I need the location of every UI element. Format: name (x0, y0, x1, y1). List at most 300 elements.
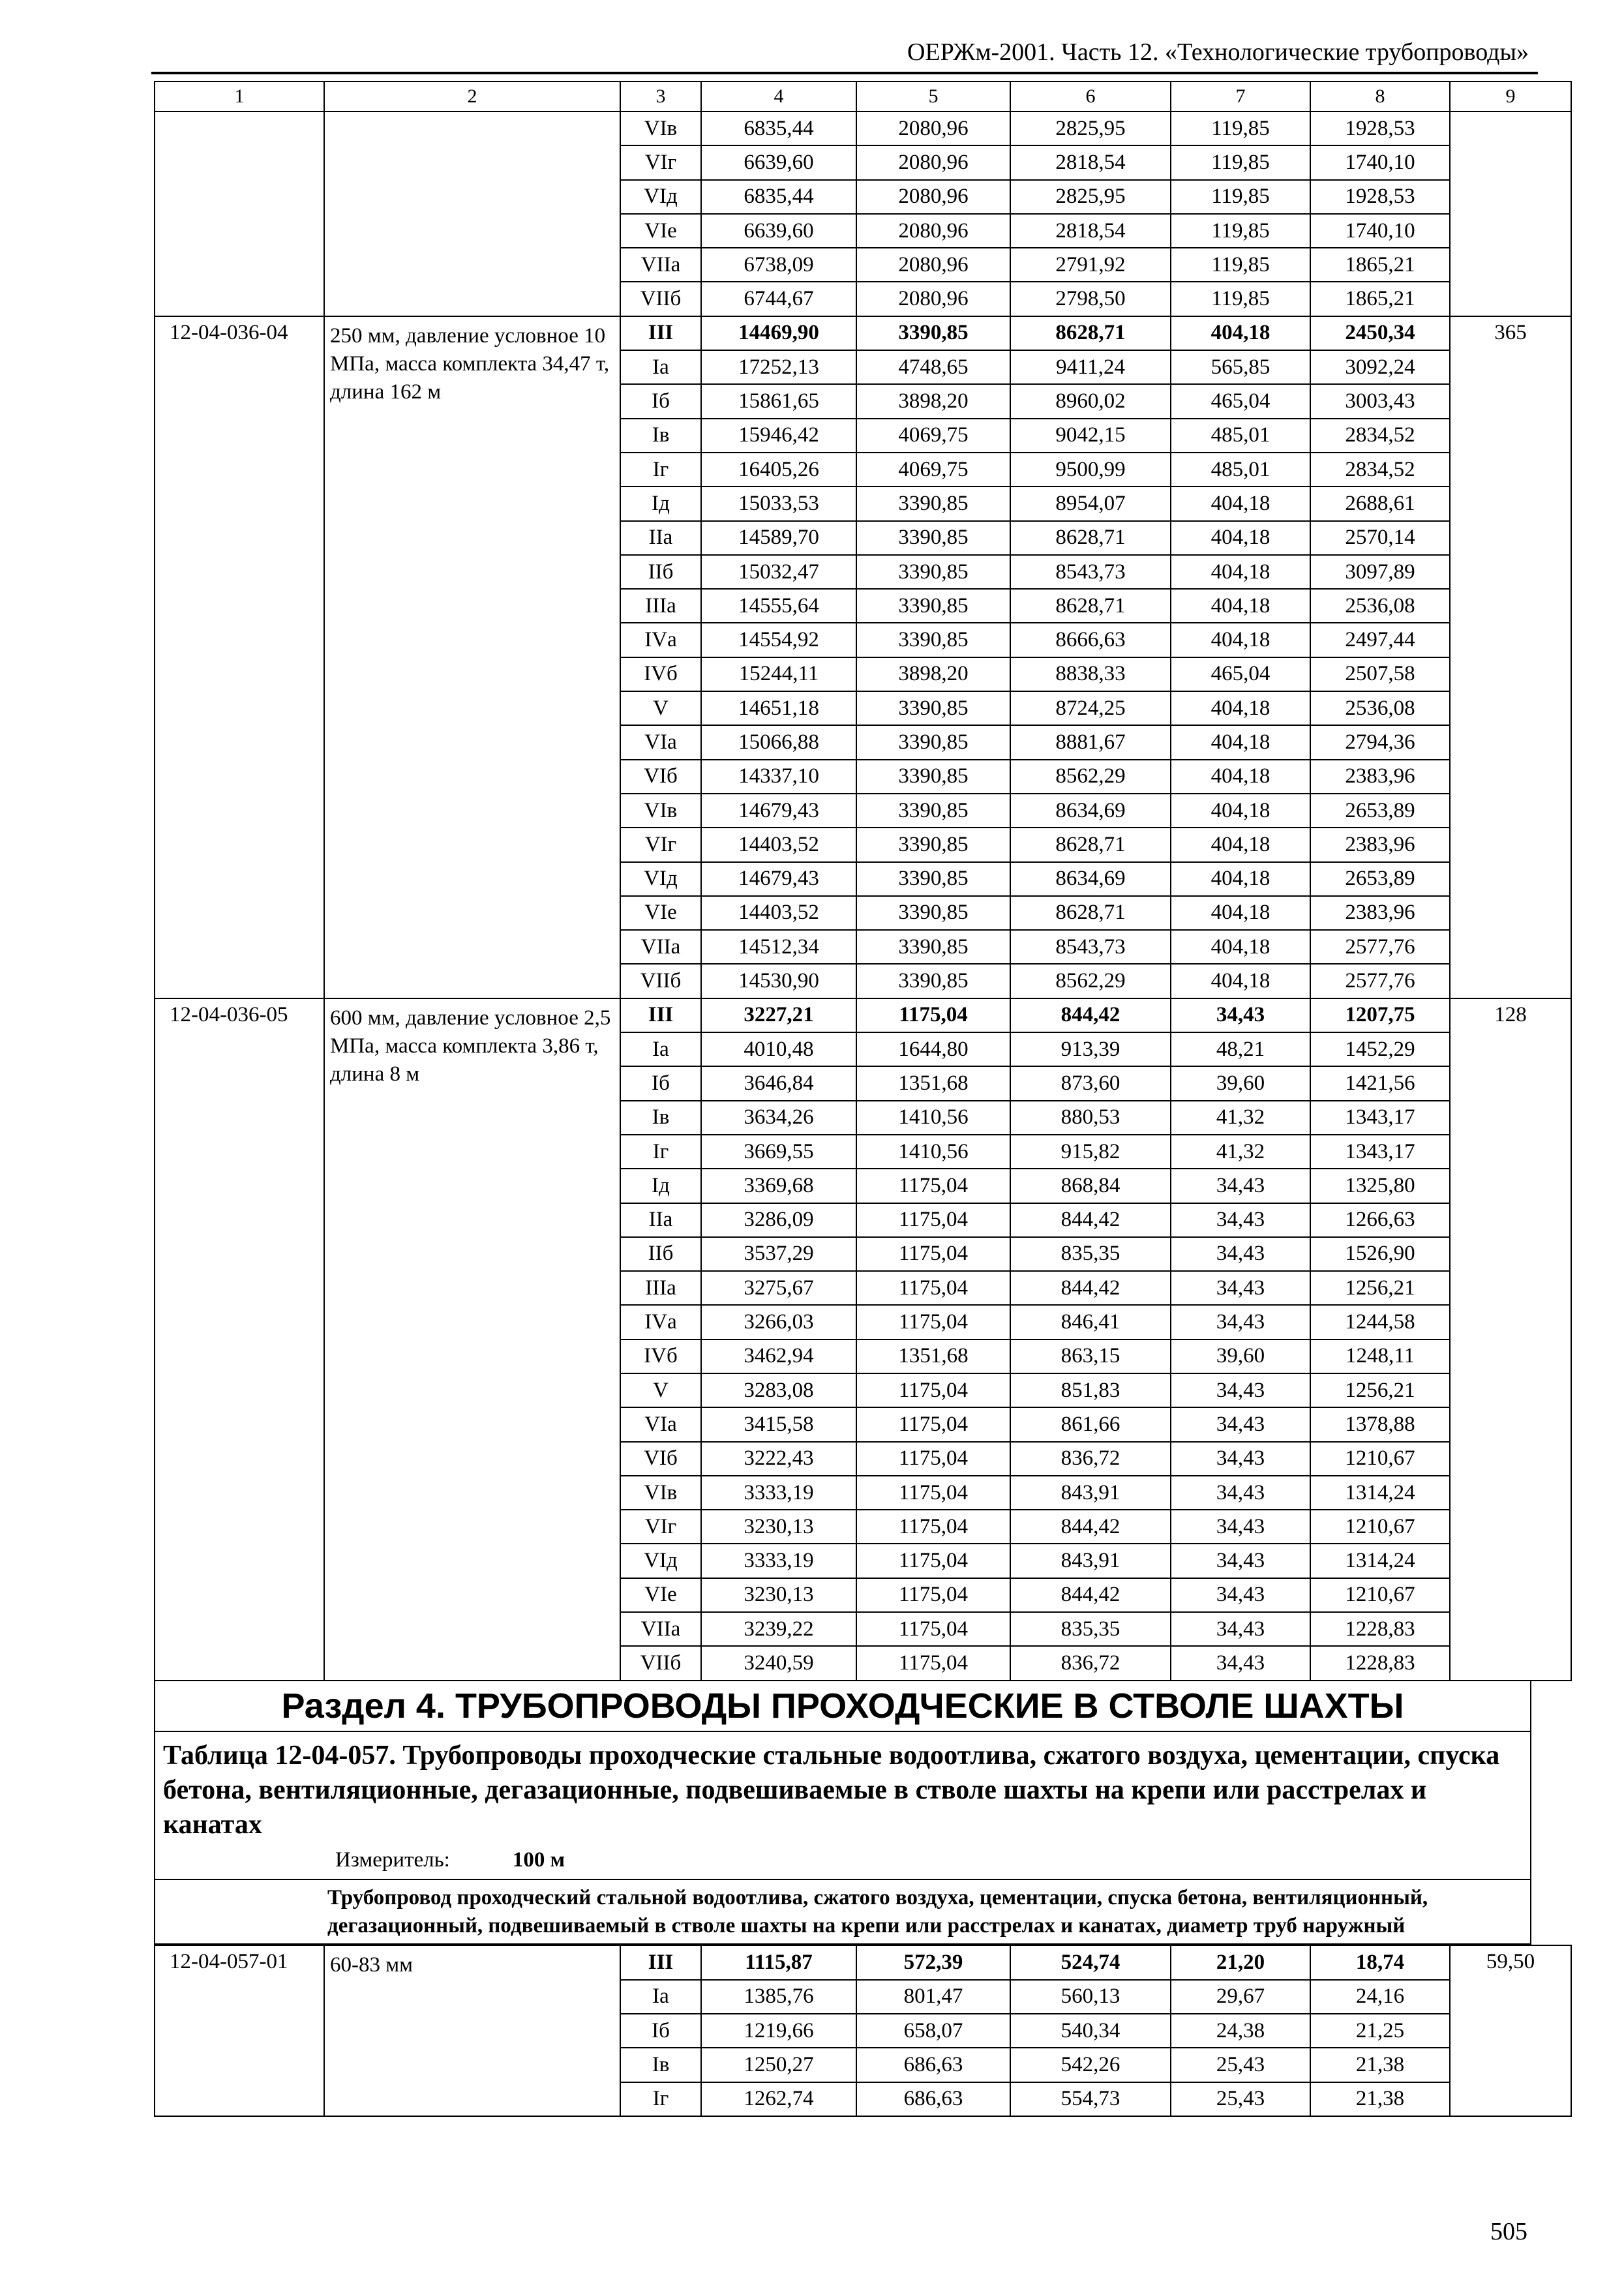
material-cost-cell: 1228,83 (1310, 1612, 1450, 1646)
total-cost-cell: 3646,84 (701, 1066, 856, 1100)
machinist-wage-cell: 21,20 (1171, 1945, 1310, 1979)
zone-cell: Iа (620, 1032, 701, 1066)
table-title: Таблица 12-04-057. Трубопроводы проходческие стальные водоотлива, сжатого воздуха, цементации, спуска бетона, вентиляционные, дегазационные, подвешиваемые в стволе шахты на крепи или расстрелах и канатах (163, 1740, 1500, 1840)
zone-cell: VIв (620, 1476, 701, 1510)
material-cost-cell: 1325,80 (1310, 1169, 1450, 1203)
material-cost-cell: 2570,14 (1310, 521, 1450, 555)
total-cost-cell: 15861,65 (701, 384, 856, 418)
zone-cell: VIIа (620, 248, 701, 282)
wage-cell: 1175,04 (856, 1510, 1010, 1544)
machinist-wage-cell: 404,18 (1171, 486, 1310, 520)
machinist-wage-cell: 485,01 (1171, 419, 1310, 453)
header-rule (151, 72, 1538, 74)
total-cost-cell: 3222,43 (701, 1442, 856, 1476)
machinist-wage-cell: 34,43 (1171, 1544, 1310, 1578)
machinist-wage-cell: 404,18 (1171, 828, 1310, 861)
machine-cost-cell: 554,73 (1010, 2082, 1171, 2116)
rate-description-cell: 250 мм, давление условное 10 МПа, масса комплекта 34,47 т, длина 162 м (324, 316, 620, 998)
wage-cell: 3390,85 (856, 828, 1010, 861)
wage-cell: 1351,68 (856, 1339, 1010, 1373)
machinist-wage-cell: 119,85 (1171, 112, 1310, 145)
wage-cell: 2080,96 (856, 112, 1010, 145)
machinist-wage-cell: 485,01 (1171, 453, 1310, 486)
material-cost-cell: 1526,90 (1310, 1237, 1450, 1271)
wage-cell: 1175,04 (856, 1476, 1010, 1510)
machinist-wage-cell: 565,85 (1171, 350, 1310, 384)
material-cost-cell: 21,25 (1310, 2014, 1450, 2048)
material-cost-cell: 2688,61 (1310, 486, 1450, 520)
wage-cell: 3390,85 (856, 486, 1010, 520)
total-cost-cell: 3462,94 (701, 1339, 856, 1373)
machine-cost-cell: 868,84 (1010, 1169, 1171, 1203)
material-cost-cell: 1228,83 (1310, 1646, 1450, 1680)
material-cost-cell: 2834,52 (1310, 453, 1450, 486)
material-cost-cell: 2577,76 (1310, 964, 1450, 998)
material-cost-cell: 1928,53 (1310, 112, 1450, 145)
meter-value: 100 м (512, 1848, 565, 1872)
machine-cost-cell: 8562,29 (1010, 964, 1171, 998)
machine-cost-cell: 851,83 (1010, 1373, 1171, 1407)
wage-cell: 2080,96 (856, 214, 1010, 248)
zone-cell: IIIа (620, 1271, 701, 1305)
empty-column-9-cell (1450, 112, 1571, 316)
total-cost-cell: 3266,03 (701, 1305, 856, 1339)
wage-cell: 1175,04 (856, 1646, 1010, 1680)
machine-cost-cell: 8881,67 (1010, 725, 1171, 759)
total-cost-cell: 3537,29 (701, 1237, 856, 1271)
running-header: ОЕРЖм-2001. Часть 12. «Технологические трубопроводы» (907, 38, 1529, 66)
material-cost-cell: 1378,88 (1310, 1407, 1450, 1441)
machinist-wage-cell: 404,18 (1171, 760, 1310, 794)
wage-cell: 1175,04 (856, 1305, 1010, 1339)
zone-cell: IIб (620, 555, 701, 589)
column-number: 4 (701, 82, 856, 112)
total-cost-cell: 3240,59 (701, 1646, 856, 1680)
machinist-wage-cell: 34,43 (1171, 1305, 1310, 1339)
wage-cell: 2080,96 (856, 145, 1010, 179)
zone-cell: Iа (620, 1980, 701, 2014)
machine-cost-cell: 524,74 (1010, 1945, 1171, 1979)
wage-cell: 1175,04 (856, 998, 1010, 1032)
zone-cell: VIд (620, 180, 701, 214)
wage-cell: 572,39 (856, 1945, 1010, 1979)
machinist-wage-cell: 404,18 (1171, 964, 1310, 998)
machine-cost-cell: 844,42 (1010, 1203, 1171, 1237)
total-cost-cell: 15033,53 (701, 486, 856, 520)
rate-description-cell: 600 мм, давление условное 2,5 МПа, масса комплекта 3,86 т, длина 8 м (324, 998, 620, 1681)
total-cost-cell: 6835,44 (701, 180, 856, 214)
column-9-cell: 59,50 (1450, 1945, 1571, 2116)
total-cost-cell: 3415,58 (701, 1407, 856, 1441)
zone-cell: Iг (620, 453, 701, 486)
empty-description-cell (324, 112, 620, 316)
column-9-cell: 365 (1450, 316, 1571, 998)
zone-cell: VIд (620, 1544, 701, 1578)
zone-cell: IIIа (620, 589, 701, 623)
machinist-wage-cell: 39,60 (1171, 1066, 1310, 1100)
column-number: 9 (1450, 82, 1571, 112)
machine-cost-cell: 913,39 (1010, 1032, 1171, 1066)
machine-cost-cell: 9500,99 (1010, 453, 1171, 486)
material-cost-cell: 2834,52 (1310, 419, 1450, 453)
wage-cell: 3898,20 (856, 657, 1010, 691)
machinist-wage-cell: 465,04 (1171, 384, 1310, 418)
total-cost-cell: 14530,90 (701, 964, 856, 998)
total-cost-cell: 15946,42 (701, 419, 856, 453)
machinist-wage-cell: 404,18 (1171, 691, 1310, 725)
machinist-wage-cell: 34,43 (1171, 1237, 1310, 1271)
column-number: 1 (155, 82, 324, 112)
empty-code-cell (155, 112, 324, 316)
wage-cell: 3898,20 (856, 384, 1010, 418)
wage-cell: 686,63 (856, 2082, 1010, 2116)
material-cost-cell: 1740,10 (1310, 214, 1450, 248)
zone-cell: VIг (620, 145, 701, 179)
material-cost-cell: 1256,21 (1310, 1373, 1450, 1407)
total-cost-cell: 3275,67 (701, 1271, 856, 1305)
column-number: 3 (620, 82, 701, 112)
machine-cost-cell: 8543,73 (1010, 555, 1171, 589)
machine-cost-cell: 9411,24 (1010, 350, 1171, 384)
total-cost-cell: 1219,66 (701, 2014, 856, 2048)
zone-cell: VIIб (620, 1646, 701, 1680)
machine-cost-cell: 2825,95 (1010, 180, 1171, 214)
wage-cell: 1175,04 (856, 1373, 1010, 1407)
material-cost-cell: 1865,21 (1310, 248, 1450, 282)
material-cost-cell: 2497,44 (1310, 623, 1450, 657)
zone-cell: Iб (620, 384, 701, 418)
zone-cell: Iа (620, 350, 701, 384)
total-cost-cell: 14589,70 (701, 521, 856, 555)
wage-cell: 4069,75 (856, 453, 1010, 486)
wage-cell: 1351,68 (856, 1066, 1010, 1100)
zone-cell: IIа (620, 521, 701, 555)
wage-cell: 1175,04 (856, 1237, 1010, 1271)
wage-cell: 3390,85 (856, 930, 1010, 964)
machine-cost-cell: 861,66 (1010, 1407, 1171, 1441)
total-cost-cell: 17252,13 (701, 350, 856, 384)
zone-cell: VIIа (620, 930, 701, 964)
zone-cell: Iд (620, 486, 701, 520)
machine-cost-cell: 836,72 (1010, 1646, 1171, 1680)
zone-cell: VIе (620, 896, 701, 930)
total-cost-cell: 6835,44 (701, 112, 856, 145)
wage-cell: 658,07 (856, 2014, 1010, 2048)
table-row (155, 112, 1571, 145)
total-cost-cell: 3369,68 (701, 1169, 856, 1203)
machinist-wage-cell: 119,85 (1171, 282, 1310, 316)
machine-cost-cell: 560,13 (1010, 1980, 1171, 2014)
material-cost-cell: 21,38 (1310, 2048, 1450, 2082)
column-number: 2 (324, 82, 620, 112)
machinist-wage-cell: 119,85 (1171, 248, 1310, 282)
machine-cost-cell: 8634,69 (1010, 862, 1171, 896)
zone-cell: IVб (620, 1339, 701, 1373)
machine-cost-cell: 9042,15 (1010, 419, 1171, 453)
zone-cell: III (620, 998, 701, 1032)
machinist-wage-cell: 404,18 (1171, 555, 1310, 589)
material-cost-cell: 1210,67 (1310, 1510, 1450, 1544)
material-cost-cell: 2577,76 (1310, 930, 1450, 964)
machine-cost-cell: 873,60 (1010, 1066, 1171, 1100)
machinist-wage-cell: 25,43 (1171, 2048, 1310, 2082)
total-cost-cell: 15066,88 (701, 725, 856, 759)
total-cost-cell: 1262,74 (701, 2082, 856, 2116)
machinist-wage-cell: 34,43 (1171, 1476, 1310, 1510)
column-number: 8 (1310, 82, 1450, 112)
machine-cost-cell: 2818,54 (1010, 145, 1171, 179)
total-cost-cell: 3230,13 (701, 1578, 856, 1612)
zone-cell: VIг (620, 1510, 701, 1544)
wage-cell: 1410,56 (856, 1135, 1010, 1169)
material-cost-cell: 2536,08 (1310, 589, 1450, 623)
machinist-wage-cell: 34,43 (1171, 1612, 1310, 1646)
zone-cell: VIе (620, 214, 701, 248)
total-cost-cell: 1115,87 (701, 1945, 856, 1979)
rate-code-cell: 12-04-057-01 (155, 1945, 324, 2116)
machine-cost-cell: 8628,71 (1010, 316, 1171, 350)
machine-cost-cell: 8634,69 (1010, 794, 1171, 828)
zone-cell: Iв (620, 419, 701, 453)
material-cost-cell: 1244,58 (1310, 1305, 1450, 1339)
material-cost-cell: 1266,63 (1310, 1203, 1450, 1237)
material-cost-cell: 1421,56 (1310, 1066, 1450, 1100)
machine-cost-cell: 844,42 (1010, 1271, 1171, 1305)
machine-cost-cell: 2825,95 (1010, 112, 1171, 145)
machinist-wage-cell: 25,43 (1171, 2082, 1310, 2116)
material-cost-cell: 2653,89 (1310, 862, 1450, 896)
material-cost-cell: 1248,11 (1310, 1339, 1450, 1373)
material-cost-cell: 3003,43 (1310, 384, 1450, 418)
total-cost-cell: 16405,26 (701, 453, 856, 486)
wage-cell: 3390,85 (856, 794, 1010, 828)
zone-cell: VIг (620, 828, 701, 861)
machinist-wage-cell: 404,18 (1171, 623, 1310, 657)
zone-cell: VIа (620, 725, 701, 759)
wage-cell: 1175,04 (856, 1271, 1010, 1305)
machine-cost-cell: 8628,71 (1010, 828, 1171, 861)
column-number-row (155, 82, 1571, 112)
material-cost-cell: 3097,89 (1310, 555, 1450, 589)
material-cost-cell: 21,38 (1310, 2082, 1450, 2116)
machine-cost-cell: 8562,29 (1010, 760, 1171, 794)
zone-cell: III (620, 1945, 701, 1979)
meter-label: Измеритель: (335, 1848, 450, 1872)
price-table-lower (154, 1945, 1572, 2116)
page-number: 505 (1490, 2218, 1527, 2245)
machinist-wage-cell: 34,43 (1171, 1442, 1310, 1476)
wage-cell: 4069,75 (856, 419, 1010, 453)
total-cost-cell: 4010,48 (701, 1032, 856, 1066)
column-number: 7 (1171, 82, 1310, 112)
machinist-wage-cell: 41,32 (1171, 1101, 1310, 1135)
total-cost-cell: 14651,18 (701, 691, 856, 725)
material-cost-cell: 2383,96 (1310, 760, 1450, 794)
machinist-wage-cell: 24,38 (1171, 2014, 1310, 2048)
machinist-wage-cell: 34,43 (1171, 998, 1310, 1032)
total-cost-cell: 1385,76 (701, 1980, 856, 2014)
material-cost-cell: 2383,96 (1310, 828, 1450, 861)
material-cost-cell: 1314,24 (1310, 1544, 1450, 1578)
machinist-wage-cell: 34,43 (1171, 1373, 1310, 1407)
zone-cell: VIб (620, 760, 701, 794)
zone-cell: VIIб (620, 282, 701, 316)
zone-cell: IIб (620, 1237, 701, 1271)
wage-cell: 2080,96 (856, 282, 1010, 316)
machinist-wage-cell: 34,43 (1171, 1203, 1310, 1237)
machine-cost-cell: 8838,33 (1010, 657, 1171, 691)
total-cost-cell: 6738,09 (701, 248, 856, 282)
zone-cell: Iв (620, 2048, 701, 2082)
wage-cell: 3390,85 (856, 760, 1010, 794)
machine-cost-cell: 2791,92 (1010, 248, 1171, 282)
unit-of-measure (163, 1848, 1522, 1872)
material-cost-cell: 2536,08 (1310, 691, 1450, 725)
machine-cost-cell: 8954,07 (1010, 486, 1171, 520)
material-cost-cell: 1740,10 (1310, 145, 1450, 179)
total-cost-cell: 14403,52 (701, 896, 856, 930)
machine-cost-cell: 846,41 (1010, 1305, 1171, 1339)
zone-cell: V (620, 691, 701, 725)
table-row (155, 998, 1571, 1032)
zone-cell: IVа (620, 1305, 701, 1339)
material-cost-cell: 1865,21 (1310, 282, 1450, 316)
total-cost-cell: 14469,90 (701, 316, 856, 350)
wage-cell: 1175,04 (856, 1612, 1010, 1646)
total-cost-cell: 14679,43 (701, 862, 856, 896)
wage-cell: 1175,04 (856, 1578, 1010, 1612)
wage-cell: 3390,85 (856, 316, 1010, 350)
machine-cost-cell: 844,42 (1010, 998, 1171, 1032)
wage-cell: 3390,85 (856, 623, 1010, 657)
subheader-text: Трубопровод проходческий стальной водоотлива, сжатого воздуха, цементации, спуска бетона, вентиляционный, дегазационный, подвешиваемый в стволе шахты на крепи или расстрелах и канатах, диаметр труб наружный (327, 1885, 1428, 1937)
wage-cell: 1175,04 (856, 1407, 1010, 1441)
total-cost-cell: 3227,21 (701, 998, 856, 1032)
machinist-wage-cell: 404,18 (1171, 725, 1310, 759)
machine-cost-cell: 843,91 (1010, 1476, 1171, 1510)
zone-cell: Iб (620, 1066, 701, 1100)
wage-cell: 686,63 (856, 2048, 1010, 2082)
material-cost-cell: 1210,67 (1310, 1442, 1450, 1476)
machinist-wage-cell: 29,67 (1171, 1980, 1310, 2014)
machinist-wage-cell: 34,43 (1171, 1169, 1310, 1203)
zone-cell: IVа (620, 623, 701, 657)
rate-code-cell: 12-04-036-04 (155, 316, 324, 998)
total-cost-cell: 14403,52 (701, 828, 856, 861)
column-number: 6 (1010, 82, 1171, 112)
material-cost-cell: 3092,24 (1310, 350, 1450, 384)
machine-cost-cell: 844,42 (1010, 1510, 1171, 1544)
table-row (155, 316, 1571, 350)
machine-cost-cell: 8666,63 (1010, 623, 1171, 657)
material-cost-cell: 1207,75 (1310, 998, 1450, 1032)
total-cost-cell: 3669,55 (701, 1135, 856, 1169)
zone-cell: Iд (620, 1169, 701, 1203)
section-title: Раздел 4. ТРУБОПРОВОДЫ ПРОХОДЧЕСКИЕ В СТВОЛЕ ШАХТЫ (155, 1681, 1530, 1732)
wage-cell: 2080,96 (856, 248, 1010, 282)
machine-cost-cell: 8628,71 (1010, 896, 1171, 930)
wage-cell: 3390,85 (856, 964, 1010, 998)
zone-cell: VIIа (620, 1612, 701, 1646)
wage-cell: 2080,96 (856, 180, 1010, 214)
total-cost-cell: 3230,13 (701, 1510, 856, 1544)
subheader-block (155, 1880, 1530, 1945)
zone-cell: V (620, 1373, 701, 1407)
zone-cell: VIв (620, 794, 701, 828)
column-9-cell: 128 (1450, 998, 1571, 1681)
machinist-wage-cell: 404,18 (1171, 930, 1310, 964)
material-cost-cell: 2383,96 (1310, 896, 1450, 930)
machine-cost-cell: 8543,73 (1010, 930, 1171, 964)
machinist-wage-cell: 404,18 (1171, 589, 1310, 623)
machine-cost-cell: 8628,71 (1010, 521, 1171, 555)
total-cost-cell: 3239,22 (701, 1612, 856, 1646)
wage-cell: 3390,85 (856, 589, 1010, 623)
zone-cell: Iг (620, 1135, 701, 1169)
total-cost-cell: 14337,10 (701, 760, 856, 794)
machine-cost-cell: 835,35 (1010, 1612, 1171, 1646)
machinist-wage-cell: 41,32 (1171, 1135, 1310, 1169)
machinist-wage-cell: 34,43 (1171, 1271, 1310, 1305)
wage-cell: 801,47 (856, 1980, 1010, 2014)
machinist-wage-cell: 119,85 (1171, 214, 1310, 248)
total-cost-cell: 14512,34 (701, 930, 856, 964)
machinist-wage-cell: 119,85 (1171, 145, 1310, 179)
total-cost-cell: 3283,08 (701, 1373, 856, 1407)
machine-cost-cell: 843,91 (1010, 1544, 1171, 1578)
machinist-wage-cell: 404,18 (1171, 896, 1310, 930)
wage-cell: 1644,80 (856, 1032, 1010, 1066)
wage-cell: 3390,85 (856, 862, 1010, 896)
zone-cell: VIIб (620, 964, 701, 998)
machinist-wage-cell: 34,43 (1171, 1510, 1310, 1544)
machine-cost-cell: 2798,50 (1010, 282, 1171, 316)
wage-cell: 1175,04 (856, 1442, 1010, 1476)
zone-cell: VIа (620, 1407, 701, 1441)
machine-cost-cell: 2818,54 (1010, 214, 1171, 248)
material-cost-cell: 2507,58 (1310, 657, 1450, 691)
total-cost-cell: 3333,19 (701, 1544, 856, 1578)
machinist-wage-cell: 34,43 (1171, 1407, 1310, 1441)
machinist-wage-cell: 48,21 (1171, 1032, 1310, 1066)
machinist-wage-cell: 39,60 (1171, 1339, 1310, 1373)
machinist-wage-cell: 404,18 (1171, 521, 1310, 555)
wage-cell: 1175,04 (856, 1203, 1010, 1237)
material-cost-cell: 2794,36 (1310, 725, 1450, 759)
rate-code-cell: 12-04-036-05 (155, 998, 324, 1681)
machine-cost-cell: 880,53 (1010, 1101, 1171, 1135)
machinist-wage-cell: 119,85 (1171, 180, 1310, 214)
machinist-wage-cell: 34,43 (1171, 1646, 1310, 1680)
zone-cell: Iг (620, 2082, 701, 2116)
material-cost-cell: 1928,53 (1310, 180, 1450, 214)
wage-cell: 3390,85 (856, 725, 1010, 759)
total-cost-cell: 6744,67 (701, 282, 856, 316)
machine-cost-cell: 8628,71 (1010, 589, 1171, 623)
machine-cost-cell: 8724,25 (1010, 691, 1171, 725)
wage-cell: 4748,65 (856, 350, 1010, 384)
wage-cell: 3390,85 (856, 896, 1010, 930)
machinist-wage-cell: 465,04 (1171, 657, 1310, 691)
wage-cell: 1175,04 (856, 1544, 1010, 1578)
section-block (154, 1681, 1531, 1945)
rate-description-cell: 60-83 мм (324, 1945, 620, 2116)
machinist-wage-cell: 404,18 (1171, 316, 1310, 350)
wage-cell: 3390,85 (856, 555, 1010, 589)
machinist-wage-cell: 404,18 (1171, 862, 1310, 896)
zone-cell: VIв (620, 112, 701, 145)
material-cost-cell: 1343,17 (1310, 1135, 1450, 1169)
